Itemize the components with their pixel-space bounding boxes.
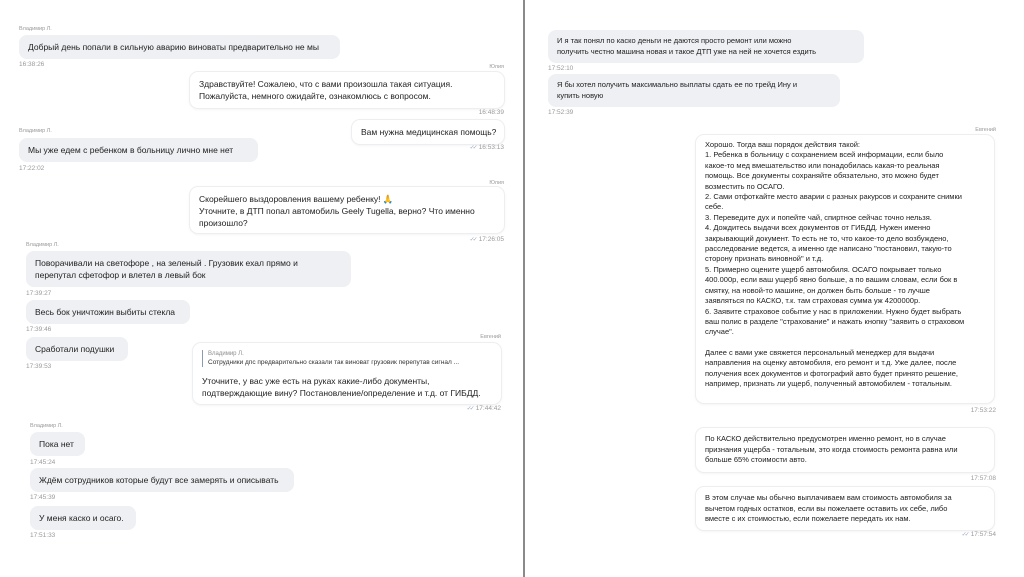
message-bubble-outgoing [190, 187, 504, 233]
message-text: Пожалуйста, немного ожидайте, ознакомлюсь с вопросом. [199, 91, 431, 101]
pane-divider [523, 0, 525, 577]
chat-pane-right [526, 0, 1024, 577]
sender-name: Евгений [480, 334, 501, 340]
message-text: расследование ведется, а именно где написано "постановил, такую-то [705, 244, 952, 254]
message-text: 1. Ребенка в больницу с сохранением всей информации, если было [705, 150, 944, 160]
message-time: 17:39:27 [26, 290, 52, 297]
message-bubble-incoming [30, 432, 85, 456]
message-text: У меня каско и осаго. [39, 513, 124, 523]
read-check-icon: ✓✓ [469, 145, 476, 151]
message-text: Ждём сотрудников которые будут все замерять и описывать [39, 475, 279, 485]
message-time-row [962, 531, 996, 538]
message-bubble-incoming [26, 337, 128, 361]
message-text: Сработали подушки [35, 344, 115, 354]
message-text: подтверждающие вину? Постановление/определение и т.д. от ГИБДД. [202, 388, 481, 398]
message-time-row [470, 236, 504, 243]
message-text: получить честно машина новая и такое ДТП уже на ней не хочется ездить [557, 46, 816, 56]
message-text: закрывающий документ. То есть не то, что какое-то дело возбуждено, [705, 233, 949, 243]
message-text: возместить по ОСАГО. [705, 181, 785, 191]
message-text: ваш полис в разделе "страхование" и нажать кнопку "заявить о страховом [705, 316, 965, 326]
message-bubble-outgoing [190, 72, 504, 108]
message-time: 17:52:10 [548, 65, 574, 72]
quoted-sender: Владимир Л. [208, 351, 244, 357]
message-time: 17:44:42 [475, 405, 501, 412]
message-time: 16:48:39 [478, 109, 504, 116]
message-text: Хорошо. Тогда ваш порядок действия такой: [705, 140, 861, 149]
message-bubble-outgoing [696, 428, 994, 472]
message-bubble-incoming [548, 30, 864, 63]
read-check-icon: ✓✓ [469, 237, 476, 243]
message-text: вместе с их стоимостью, если пожелаете передать их нам. [705, 514, 911, 523]
message-text: смятку, на новой-то машине, он должен быть больше - то лучше [705, 285, 930, 295]
message-text: 4. Дождитесь выдачи всех документов от ГИБДД. Нужен именно [705, 223, 931, 233]
message-text: 6. Заявите страховое событие у нас в приложении. Нужно будет выбрать [705, 306, 962, 316]
message-time: 17:51:33 [30, 532, 56, 539]
message-text: произошло? [199, 218, 248, 228]
message-text: В этом случае мы обычно выплачиваем вам стоимость автомобиля за [705, 493, 952, 502]
message-text: Пока нет [39, 439, 74, 449]
message-text: заявляться по КАСКО, т.к. там страховая сумма уж 4200000р. [705, 296, 921, 306]
message-time: 17:53:22 [970, 407, 996, 414]
message-time: 17:52:39 [548, 109, 574, 116]
message-bubble-incoming [19, 35, 340, 59]
message-text: случае". [705, 327, 734, 337]
message-time: 17:45:24 [30, 459, 56, 466]
message-text: Добрый день попали в сильную аварию виноваты предварительно не мы [28, 42, 319, 52]
message-time: 16:53:13 [478, 144, 504, 151]
message-text: 400.000р, если ваш ущерб явно больше, а по вашим словам, если бок в [705, 275, 958, 285]
message-bubble-incoming [19, 138, 258, 162]
message-time: 17:39:46 [26, 326, 52, 333]
message-bubble-outgoing [696, 487, 994, 530]
sender-name: Евгений [975, 127, 996, 133]
message-text: Уточните, в ДТП попал автомобиль Geely Tugella, верно? Что именно [199, 206, 475, 216]
message-time: 17:22:02 [19, 165, 45, 172]
message-time-row [467, 405, 501, 412]
message-text: Скорейшего выздоровления вашему ребенку! 🙏 [199, 194, 394, 204]
message-text: Поворачивали на светофоре , на зеленый . Грузовик ехал прямо и [35, 258, 298, 268]
message-time: 17:45:39 [30, 494, 56, 501]
message-text: какое-то мед вмешательство или понадобилась какая-то реальная [705, 160, 940, 170]
message-text: получения всех документов и фотографий авто будет принято решение, [705, 368, 958, 378]
sender-name: Владимир Л. [19, 128, 52, 134]
message-text: себе. [705, 202, 724, 212]
message-text: Весь бок уничтожин выбиты стекла [35, 307, 176, 317]
quoted-message[interactable] [202, 350, 492, 367]
message-bubble-incoming [30, 506, 136, 530]
message-text: И я так понял по каско деньги не даются просто ремонт или можно [557, 36, 792, 45]
message-time: 17:26:05 [478, 236, 504, 243]
message-text: Я бы хотел получить максимально выплаты сдать ее по трейд Ину и [557, 80, 798, 89]
message-text: Вам нужна медицинская помощь? [361, 127, 497, 137]
read-check-icon: ✓✓ [466, 406, 473, 412]
message-text: Мы уже едем с ребенком в больницу лично мне нет [28, 145, 234, 155]
message-bubble-incoming [30, 468, 294, 492]
message-text: купить новую [557, 90, 604, 100]
message-time: 17:57:54 [970, 531, 996, 538]
message-text: перепутал сфетофор и влетел в левый бок [35, 270, 206, 280]
message-bubble-incoming [548, 74, 840, 107]
message-text: например, признать ли ущерб, полученный автомобилем - тотальным. [705, 378, 952, 388]
message-text: помощь. Все документы сохраняйте обязательно, это можно будет [705, 171, 939, 181]
message-text: вычетом годных остатков, если вы пожелаете оставить их себе, либо [705, 503, 948, 513]
message-text: признания ущерба - тотальным, это когда стоимость ремонта равна или [705, 444, 958, 454]
message-bubble-outgoing [696, 135, 994, 403]
read-check-icon: ✓✓ [961, 532, 968, 538]
message-text: сторону признать виновной" и т.д. [705, 254, 824, 264]
sender-name: Юлия [489, 180, 504, 186]
message-text: По КАСКО действительно предусмотрен именно ремонт, но в случае [705, 434, 946, 443]
message-bubble-outgoing [352, 120, 504, 144]
message-text: 2. Сами отфоткайте место аварии с разных ракурсов и сохраните снимки [705, 192, 962, 202]
message-text: Здравствуйте! Сожалею, что с вами произошла такая ситуация. [199, 79, 453, 89]
message-text: Уточните, у вас уже есть на руках какие-либо документы, [202, 376, 430, 386]
message-text: больше 65% стоимости авто. [705, 455, 807, 464]
sender-name: Владимир Л. [30, 423, 63, 429]
quoted-text: Сотрудники дпс предварительно сказали так виноват грузовик перепутав сигнал ... [208, 359, 460, 366]
message-time-row [470, 144, 504, 151]
sender-name: Юлия [489, 64, 504, 70]
message-blank-line [705, 338, 985, 348]
message-text: 5. Примерно оцените ущерб автомобиля. ОСАГО покрывает только [705, 264, 942, 274]
message-bubble-incoming [26, 251, 351, 287]
message-time: 17:57:08 [970, 475, 996, 482]
message-time: 16:38:26 [19, 61, 45, 68]
message-text: 3. Переведите дух и попейте чай, спиртное сейчас точно нельзя. [705, 212, 932, 222]
message-time: 17:39:53 [26, 363, 52, 370]
sender-name: Владимир Л. [26, 242, 59, 248]
message-bubble-incoming [26, 300, 190, 324]
message-text: Далее с вами уже свяжется персональный менеджер для выдачи [705, 347, 935, 357]
sender-name: Владимир Л. [19, 26, 52, 32]
message-text: направления на оценку автомобиля, его ремонт и т.д. Уже далее, после [705, 358, 957, 368]
message-bubble-outgoing-reply [193, 343, 501, 404]
